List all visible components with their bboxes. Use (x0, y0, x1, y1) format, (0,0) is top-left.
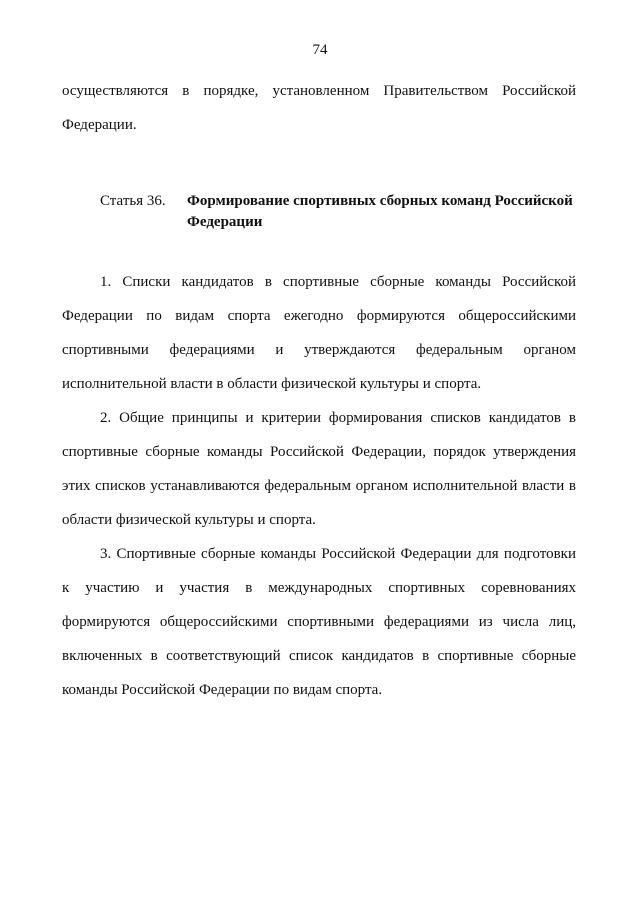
paragraph-1: 1. Списки кандидатов в спортивные сборные команды Российской Федерации по видам спорта ежегодно формируются общероссийскими спортивными федерациями и утверждаются федеральным органом исполнительной власти в области физической культуры и спорта. (62, 274, 576, 392)
article-heading (62, 191, 576, 233)
article-number: Статья 36. (100, 193, 166, 209)
continuation-text: осуществляются в порядке, установленном Правительством Российской Федерации. (62, 83, 576, 133)
document-body (62, 74, 576, 707)
page-number: 74 (312, 42, 328, 58)
article-title: Формирование спортивных сборных команд Российской Федерации (187, 193, 573, 230)
paragraph-3: 3. Спортивные сборные команды Российской Федерации для подготовки к участию и участия в международных спортивных соревнованиях формируются общероссийскими спортивными федерациями из числа лиц, включенных в соответствующий список кандидатов в спортивные сборные команды Российской Федерации по видам спорта. (62, 546, 576, 698)
paragraph-2: 2. Общие принципы и критерии формирования списков кандидатов в спортивные сборные команды Российской Федерации, порядок утверждения этих списков устанавливаются федеральным органом исполнительной власти в области физической культуры и спорта. (62, 410, 576, 528)
